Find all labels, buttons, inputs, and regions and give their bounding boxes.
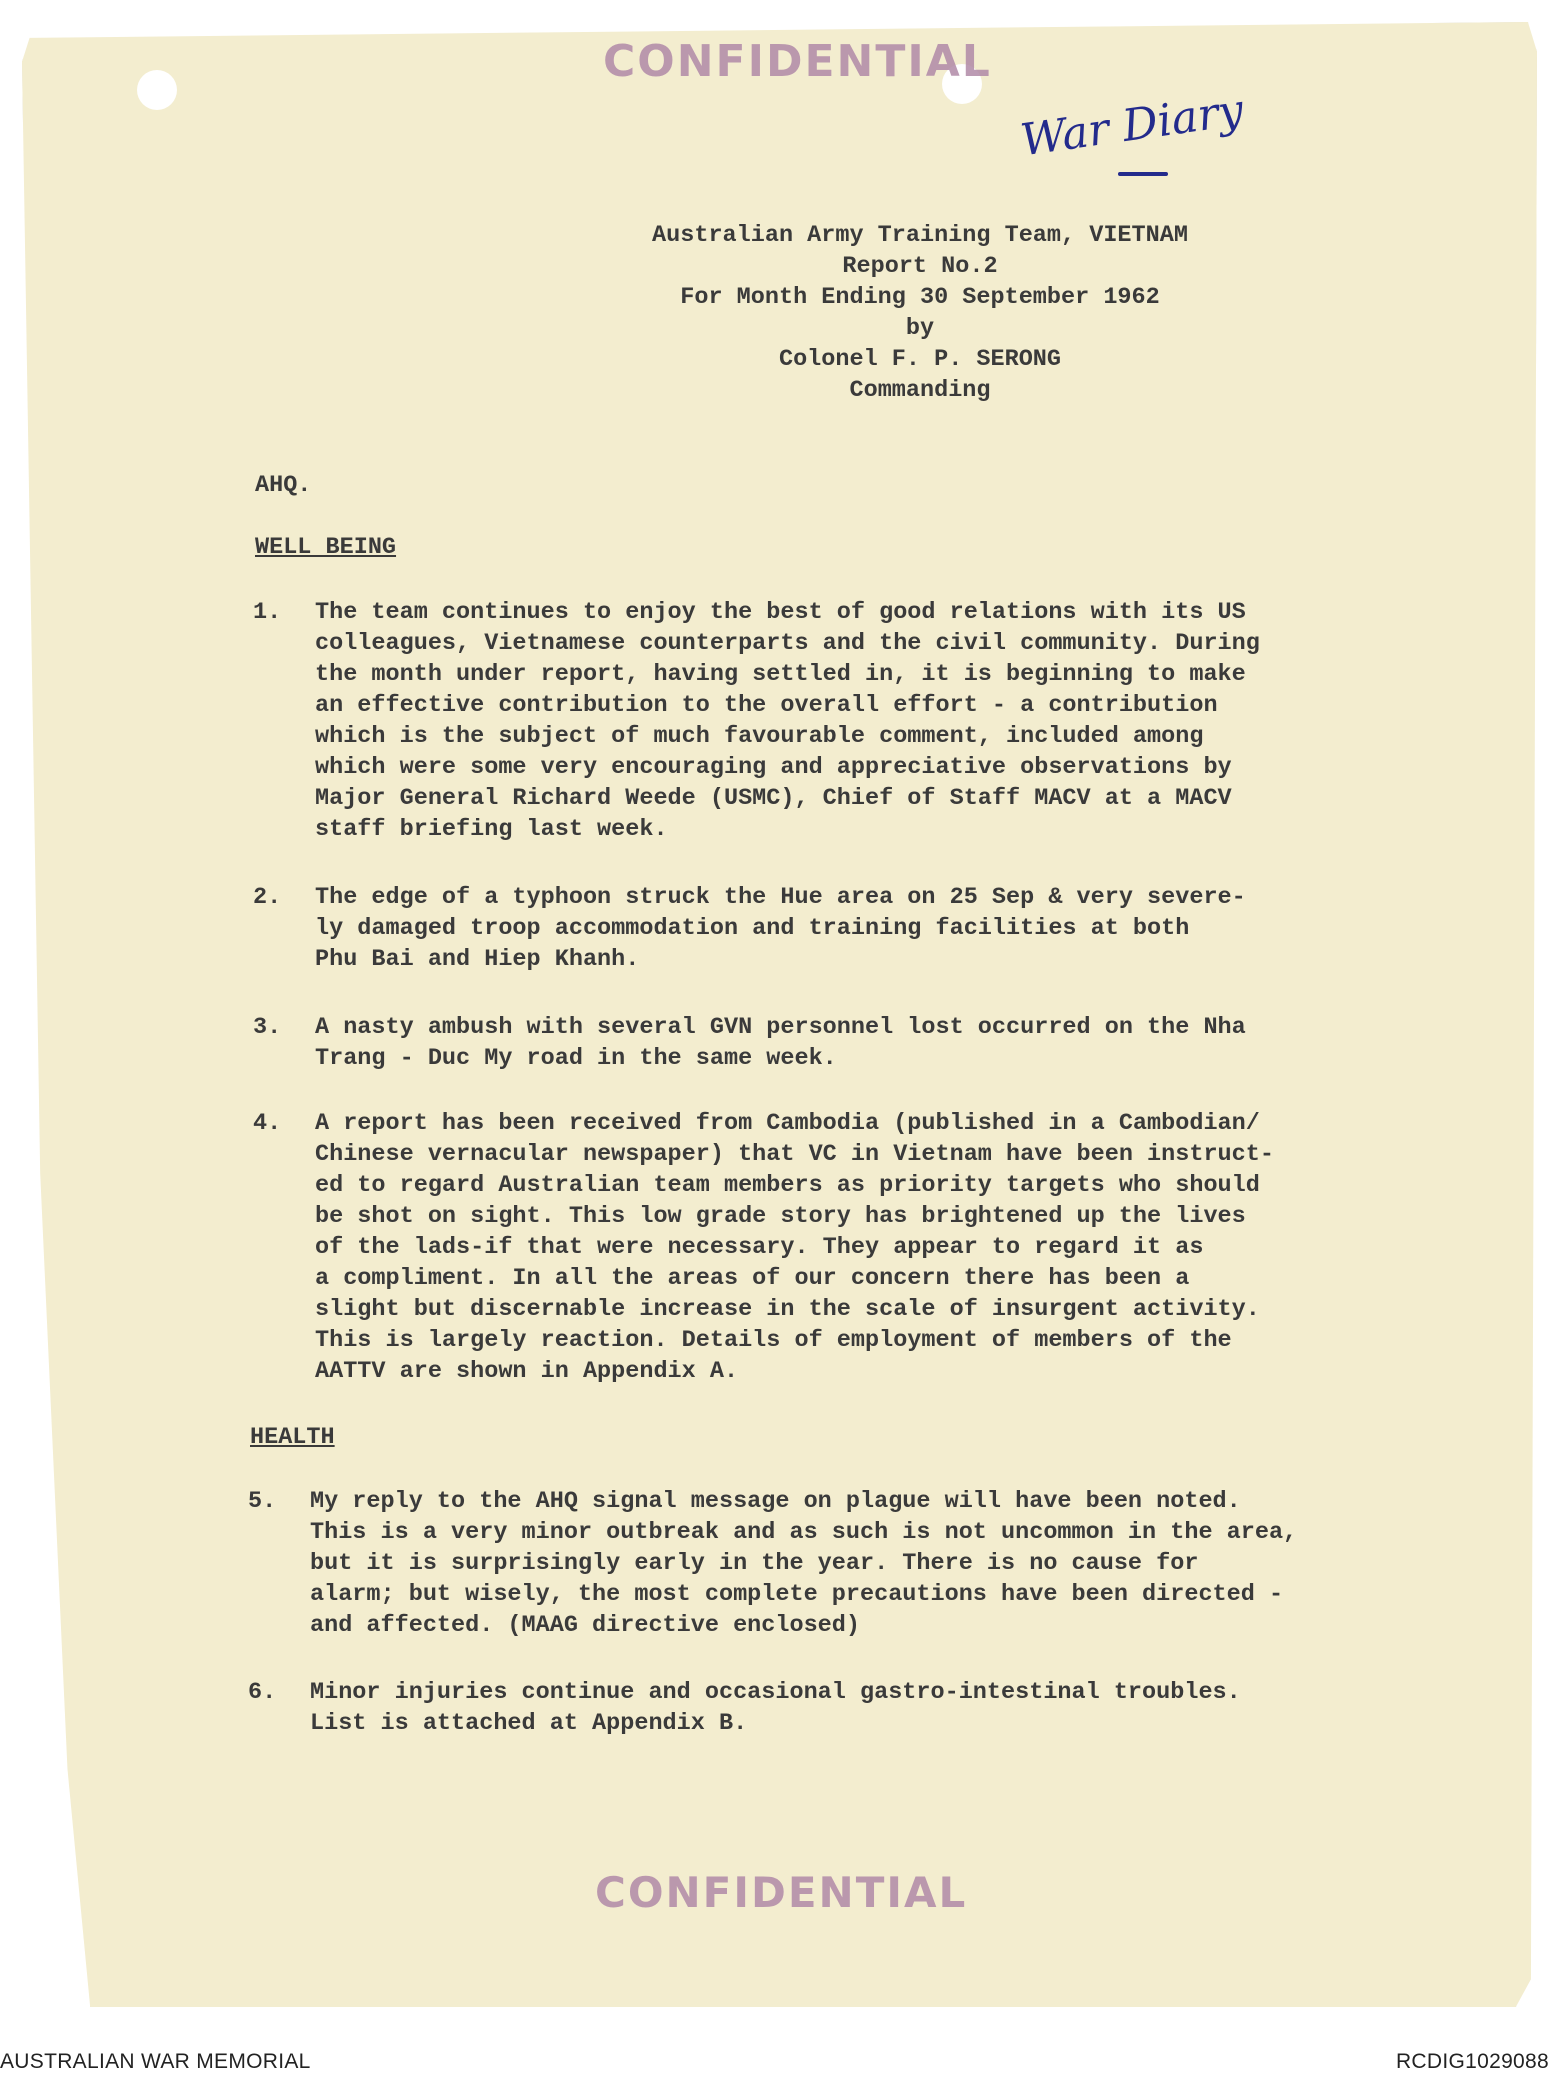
heading-period: For Month Ending 30 September 1962 [680,284,1160,311]
paragraph-text: The edge of a typhoon struck the Hue area on 25 Sep & very severe- ly damaged troop accommodation and training facilities at both Phu Bai and Hiep Khanh. [315,884,1246,973]
paragraph-text: A report has been received from Cambodia (published in a Cambodian/ Chinese vernacular newspaper) that VC in Vietnam have been instruct- ed to regard Australian team members as priority targets who should be shot on sight. This low grade story has brightened up the lives of the lads-if that were necessary. They appear to regard it as a compliment. In all the areas of our concern there has been a slight but discernable increase in the scale of insurgent activity. This is largely reaction. Details of employment of members of the AATTV are shown in Appendix A. [315,1110,1274,1385]
paragraph-number: 6. [248,1679,277,1706]
paragraph-number: 3. [253,1014,282,1041]
handwritten-underline [1118,172,1168,176]
paragraph-text: The team continues to enjoy the best of good relations with its US colleagues, Vietnamese counterparts and the civil community. During the month under report, having settled in, it is beginning to make an effective contribution to the overall effort - a contribution which is the subject of much favourable comment, included among which were some very encouraging and appreciative observations by Major General Richard Weede (USMC), Chief of Staff MACV at a MACV staff briefing last week. [315,599,1260,843]
paragraph-number: 4. [253,1110,282,1137]
paragraph-3 [253,1012,1403,1074]
heading-role: Commanding [849,377,991,404]
confidential-stamp-bottom: CONFIDENTIAL [595,1868,968,1917]
paragraph-number: 2. [253,884,282,911]
paragraph-1 [253,597,1403,845]
paragraph-text: A nasty ambush with several GVN personnel lost occurred on the Nha Trang - Duc My road in the same week. [315,1014,1246,1072]
addressee: AHQ. [255,472,312,499]
paragraph-number: 5. [248,1488,277,1515]
heading-report-number: Report No.2 [842,253,998,280]
heading-by: by [905,315,935,342]
paragraph-text: Minor injuries continue and occasional gastro-intestinal troubles. List is attached at Appendix B. [310,1679,1241,1737]
heading-author: Colonel F. P. SERONG [778,346,1062,373]
heading-unit: Australian Army Training Team, VIETNAM [652,222,1188,249]
footer-source: AUSTRALIAN WAR MEMORIAL [0,2050,311,2073]
paragraph-6 [248,1677,1398,1739]
paragraph-4 [253,1108,1403,1387]
paragraph-2 [253,882,1403,975]
footer-record-id: RCDIG1029088 [1395,2050,1549,2073]
punch-hole [137,70,177,110]
paragraph-text: My reply to the AHQ signal message on plague will have been noted. This is a very minor outbreak and as such is not uncommon in the area, but it is surprisingly early in the year. There is no cause for alarm; but wisely, the most complete precautions have been directed - and affected. (MAAG directive enclosed) [310,1488,1298,1639]
paragraph-number: 1. [253,599,282,626]
handwritten-note: War Diary [1017,84,1247,167]
paragraph-5 [248,1486,1398,1641]
report-heading [540,220,1300,406]
confidential-stamp-top: CONFIDENTIAL [603,36,992,87]
section-heading-well-being: WELL BEING [255,534,397,561]
section-heading-health: HEALTH [250,1424,335,1451]
